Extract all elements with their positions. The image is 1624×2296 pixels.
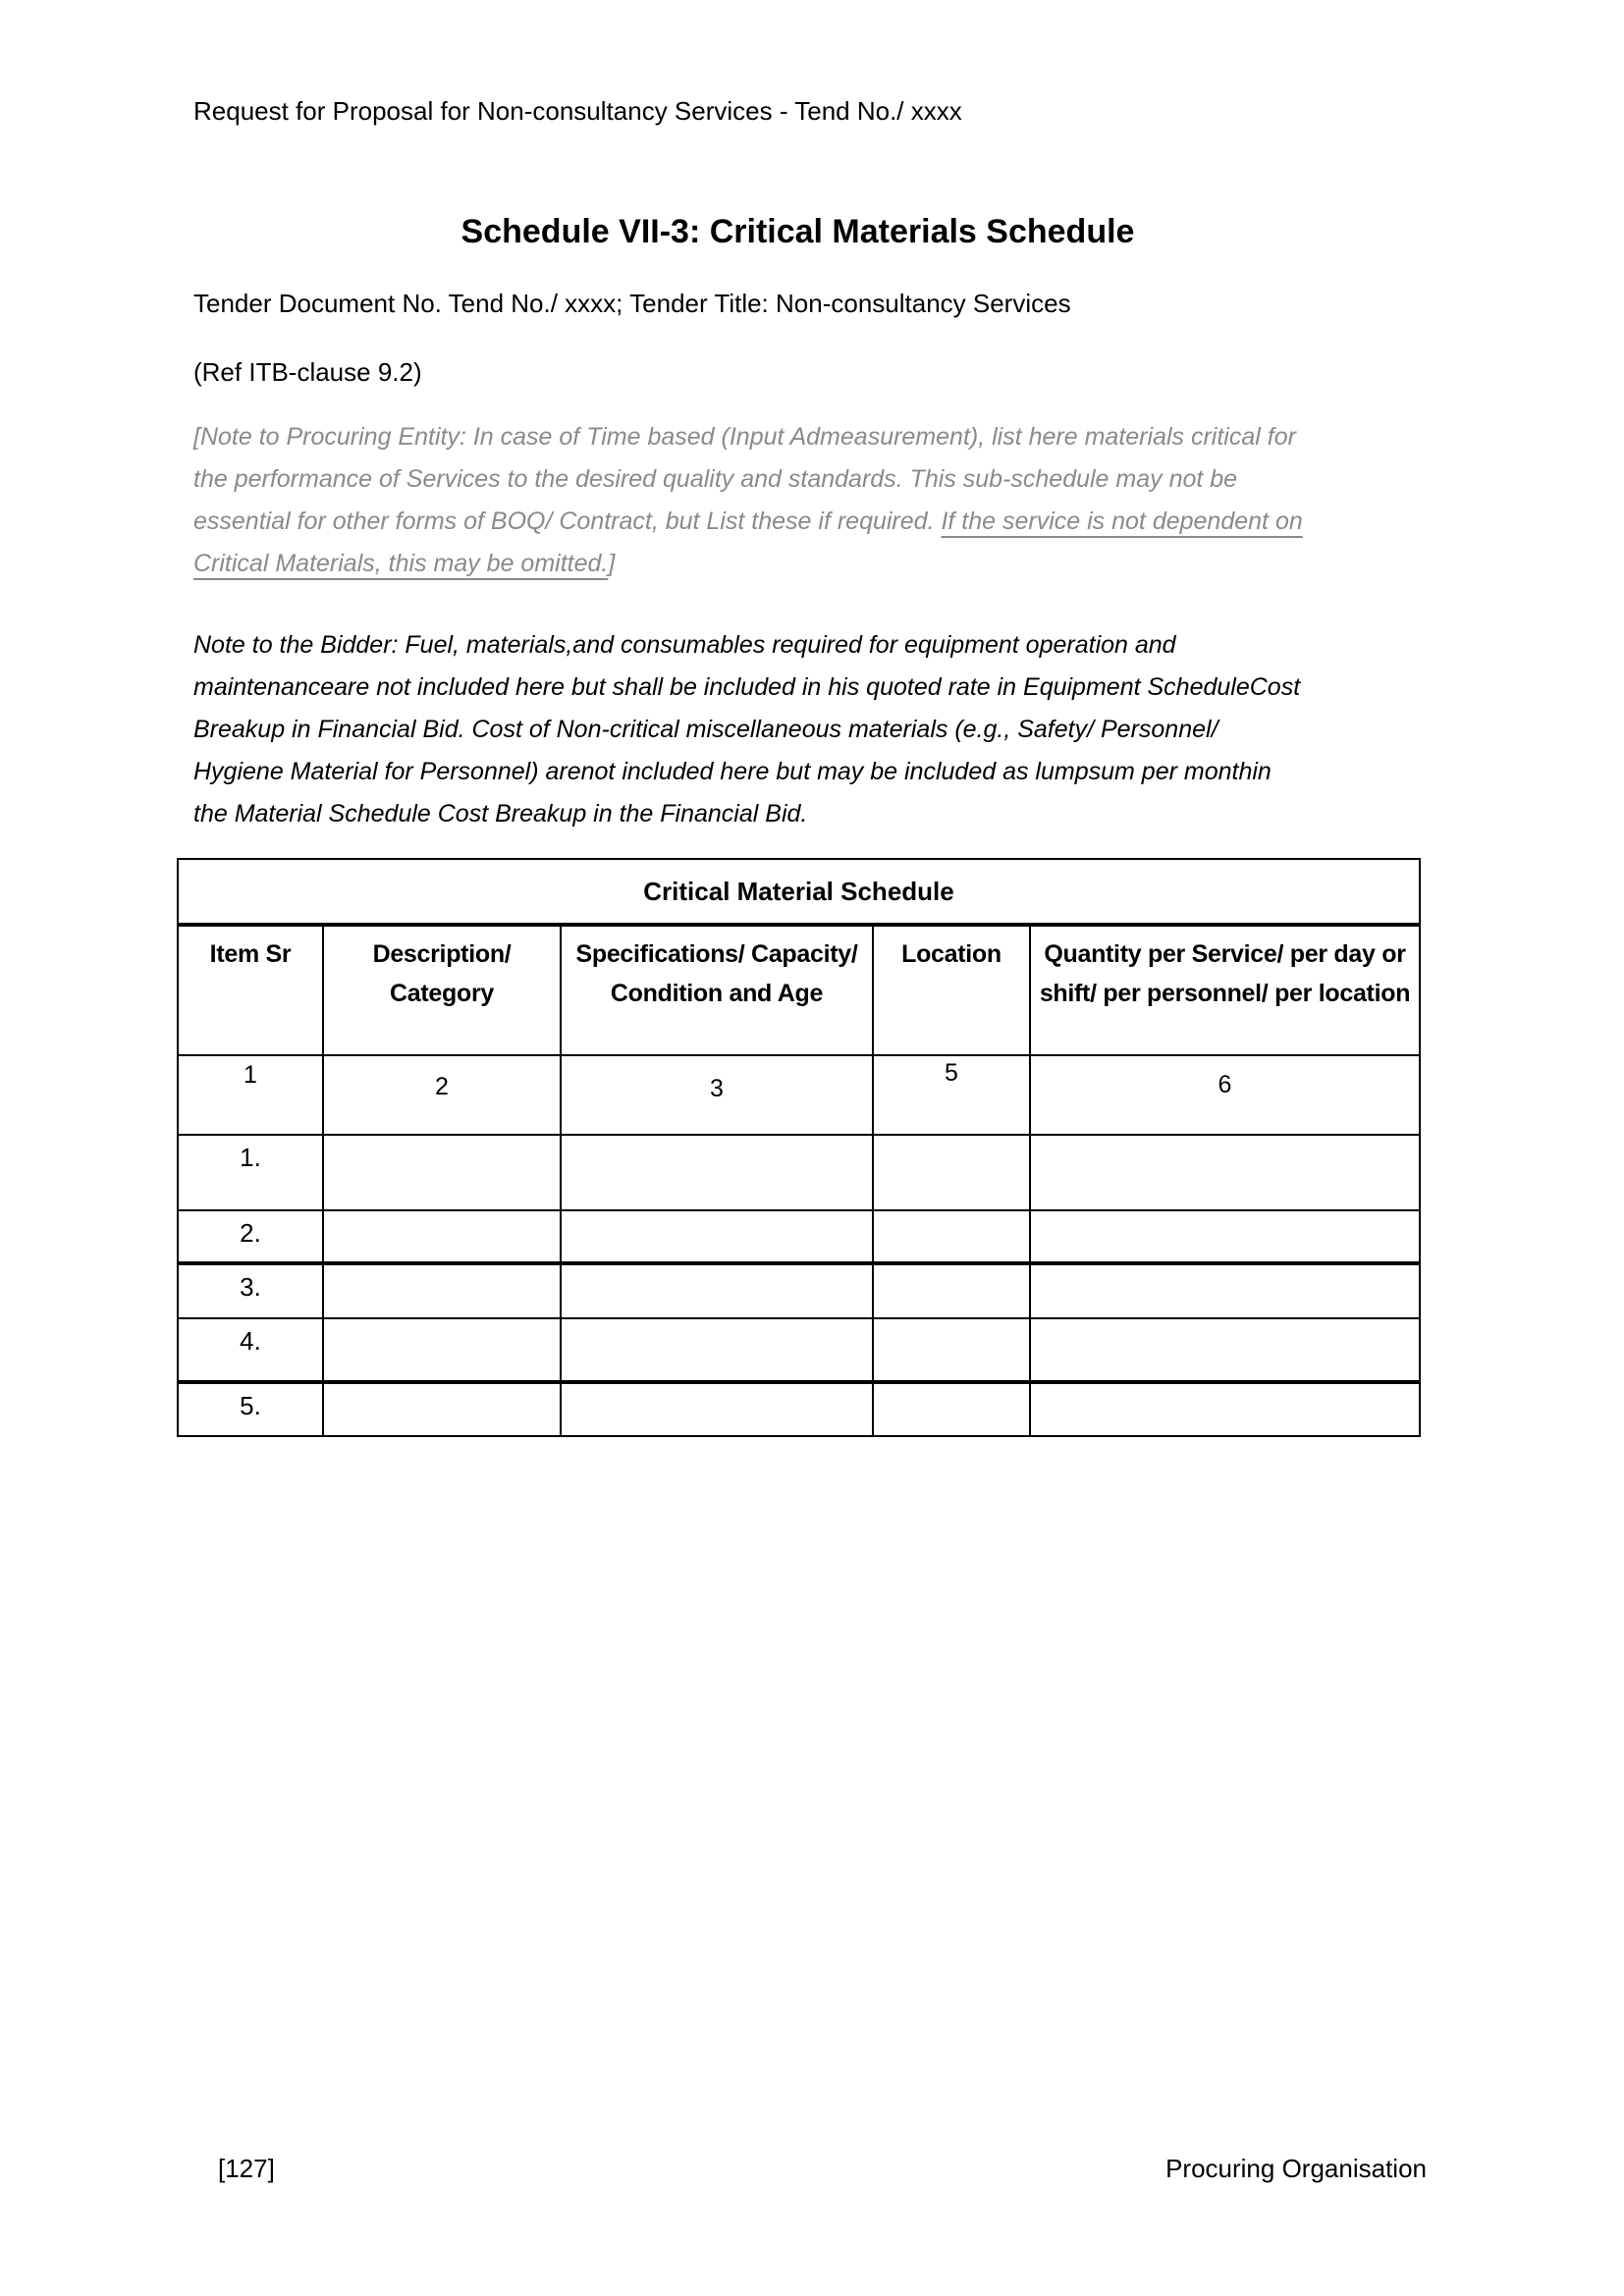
col-header-location: Location [873, 925, 1030, 1055]
description-cell [323, 1210, 561, 1263]
specifications-cell [561, 1210, 873, 1263]
specifications-cell [561, 1318, 873, 1382]
note-line: Breakup in Financial Bid. Cost of Non-critical miscellaneous materials (e.g., Safety/ Personnel/ [193, 716, 1218, 743]
item-sr-cell: 3. [178, 1263, 323, 1318]
note-text: essential for other forms of BOQ/ Contract, but List these if required. [193, 507, 942, 535]
page-header-text: Request for Proposal for Non-consultancy Services - Tend No./ xxxx [193, 96, 962, 126]
table-caption-row [178, 859, 1420, 925]
column-number: 1 [178, 1055, 323, 1135]
note-line [193, 416, 1460, 458]
column-number: 6 [1030, 1055, 1420, 1135]
quantity-cell [1030, 1210, 1420, 1263]
col-header-description-category: Description/ Category [323, 925, 561, 1055]
column-number: 2 [323, 1055, 561, 1135]
footer-page-number: [127] [218, 2154, 275, 2183]
description-cell [323, 1318, 561, 1382]
quantity-cell [1030, 1382, 1420, 1436]
itb-clause-reference: (Ref ITB-clause 9.2) [193, 357, 422, 387]
footer-organisation: Procuring Organisation [1165, 2154, 1427, 2183]
note-text: [Note to Procuring Entity: In case of Time based (Input Admeasurement), list here materials critical for [193, 423, 1296, 451]
column-number-row [178, 1055, 1420, 1135]
document-title: Schedule VII-3: Critical Materials Schedule [460, 213, 1135, 250]
note-line: the Material Schedule Cost Breakup in the Financial Bid. [193, 800, 808, 828]
quantity-cell [1030, 1135, 1420, 1210]
location-cell [873, 1263, 1030, 1318]
specifications-cell [561, 1263, 873, 1318]
note-line: maintenanceare not included here but shall be included in his quoted rate in Equipment ScheduleCost [193, 673, 1301, 701]
description-cell [323, 1382, 561, 1436]
note-text-underlined: Critical Materials, this may be omitted. [193, 550, 609, 577]
table-header-row [178, 925, 1420, 1055]
location-cell [873, 1135, 1030, 1210]
location-cell [873, 1210, 1030, 1263]
table-row [178, 1135, 1420, 1210]
table-caption: Critical Material Schedule [178, 859, 1420, 925]
note-text-underlined: If the service is not dependent on [941, 507, 1303, 535]
col-header-specifications: Specifications/ Capacity/ Condition and Age [561, 925, 873, 1055]
location-cell [873, 1318, 1030, 1382]
note-text: the performance of Services to the desired quality and standards. This sub-schedule may not be [193, 465, 1238, 493]
critical-material-schedule-table [177, 858, 1421, 1437]
col-header-quantity: Quantity per Service/ per day or shift/ per personnel/ per location [1030, 925, 1420, 1055]
specifications-cell [561, 1135, 873, 1210]
table-row [178, 1382, 1420, 1436]
table-row [178, 1263, 1420, 1318]
item-sr-cell: 5. [178, 1382, 323, 1436]
description-cell [323, 1135, 561, 1210]
col-header-item-sr: Item Sr [178, 925, 323, 1055]
note-line [193, 458, 1460, 501]
procuring-entity-note [193, 416, 1460, 585]
specifications-cell [561, 1382, 873, 1436]
quantity-cell [1030, 1318, 1420, 1382]
location-cell [873, 1382, 1030, 1436]
quantity-cell [1030, 1263, 1420, 1318]
note-line [193, 543, 1460, 585]
description-cell [323, 1263, 561, 1318]
table-row [178, 1210, 1420, 1263]
note-line [193, 501, 1460, 543]
note-text: ] [608, 550, 616, 577]
column-number: 5 [873, 1055, 1030, 1135]
note-line: Hygiene Material for Personnel) arenot included here but may be included as lumpsum per monthin [193, 758, 1272, 785]
note-line: Note to the Bidder: Fuel, materials,and consumables required for equipment operation and [193, 631, 1176, 659]
table-row [178, 1318, 1420, 1382]
tender-info-line: Tender Document No. Tend No./ xxxx; Tender Title: Non-consultancy Services [193, 289, 1071, 318]
bidder-note [193, 624, 1460, 835]
item-sr-cell: 4. [178, 1318, 323, 1382]
item-sr-cell: 1. [178, 1135, 323, 1210]
item-sr-cell: 2. [178, 1210, 323, 1263]
column-number: 3 [561, 1055, 873, 1135]
